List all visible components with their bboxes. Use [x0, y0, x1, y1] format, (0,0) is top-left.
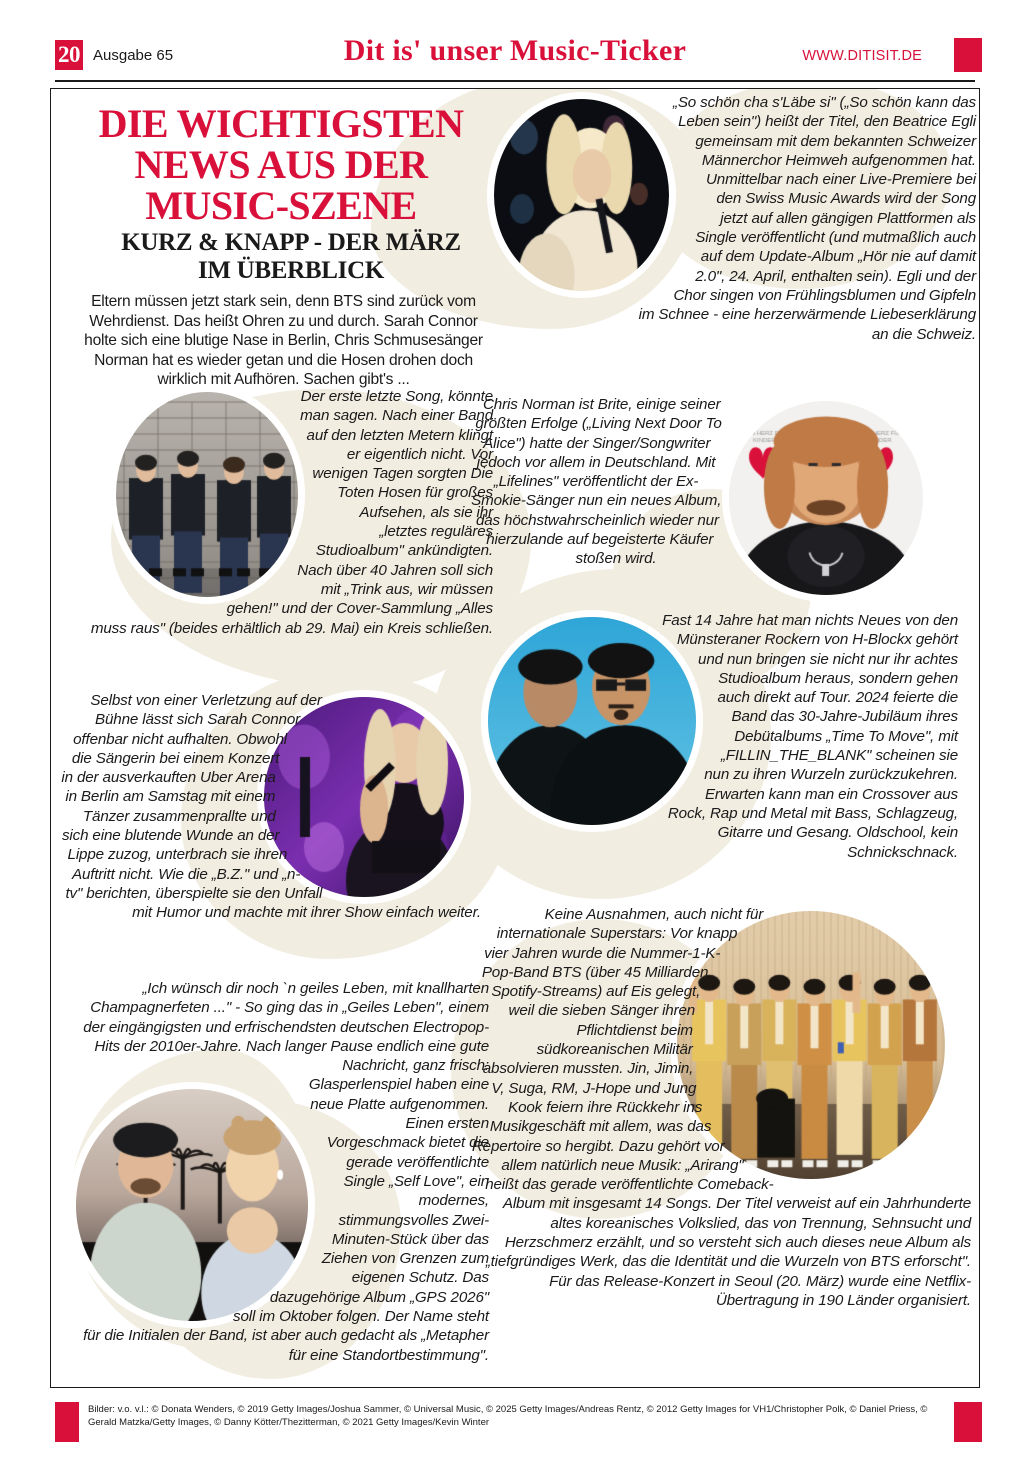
section-h-blockx: Fast 14 Jahre hat man nichts Neues von den Münsteraner Rockern von H-Blockx gehört und nun bringen sie nicht nur ihr achtes Studioalbum heraus, sondern gehen auch direkt auf Tour. 2024 feierte die Band das 30-Jahre-Jubiläum ihres Debütalbums „Time To Move", mit „FILLIN_THE_BLANK" scheinen sie nun zu ihren Wurzeln zurückzukehren. Erwarten kann man ein Crossover aus Rock, Rap und Metal mit Bass, Schlagzeug, Gitarre und Gesang. Oldschool, kein Schnickschnack.: [662, 612, 958, 861]
header-accent-block: [954, 38, 982, 72]
article-frame: [50, 88, 980, 1388]
article-subheadline: KURZ & KNAPP - DER MÄRZ IM ÜBERBLICK: [121, 229, 461, 284]
footer-accent-block-right: [954, 1402, 982, 1442]
section-glasperlenspiel: „Ich wünsch dir noch `n geiles Leben, mit knallharten Champagnerfeten ..." - So ging das in „Geiles Leben", einem der eingängigsten und erfrischendsten deutschen Electropop-Hits der 2010er-Jahre. Nach langer Pause endlich eine gute Nachricht, ganz frisch: Glasperlenspiel haben eine neue Platte aufgenommen. Einen ersten Vorgeschmack bietet die gerade veröffentlichte Single „Self Love", ein modernes, stimmungsvolles Zwei-Minuten-Stück über das Ziehen von Grenzen zum eigenen Schutz. Das dazugehörige Album „GPS 2026" soll im Oktober folgen. Der Name steht für die Initialen der Band, ist aber auch gedacht als „Metapher für eine Standortbestimmung".: [83, 980, 489, 1364]
page-number: 20: [55, 40, 83, 70]
article-headline: DIE WICHTIGSTEN NEWS AUS DER MUSIC-SZENE: [98, 101, 464, 228]
section-chris-norman: Chris Norman ist Brite, einige seiner größten Erfolge („Living Next Door To Alice") hatte der Singer/Songwriter jedoch vor allem in Deutschland. Mit „Lifelines" veröffentlicht der Ex-Smokie-Sänger nun ein neues Album, das höchstwahrscheinlich wieder nur hierzulande auf begeisterte Käufer stoßen wird.: [471, 396, 722, 568]
article-lede: Eltern müssen jetzt stark sein, denn BTS sind zurück vom Wehrdienst. Das heißt Ohren zu und durch. Sarah Connor holte sich eine blutige Nase in Berlin, Chris Schmusesänger Norman hat es wieder getan und die Hosen drohen doch wirklich mit Aufhören. Sachen gibt's ...: [84, 293, 483, 388]
section-die-toten-hosen: Der erste letzte Song, könnte man sagen. Nach einer Band auf den letzten Metern klingt er eigentlich nicht. Vor wenigen Tagen sorgten Die Toten Hosen für großes Aufsehen, als sie ihr „letztes reguläres Studioalbum" ankündigten. Nach über 40 Jahren soll sich mit „Trink aus, wir müssen gehen!" und der Cover-Sammlung „Alles muss raus" (beides erhältlich ab 29. Mai) ein Kreis schließen.: [90, 388, 493, 637]
issue-label: Ausgabe 65: [93, 47, 174, 64]
header-divider: [55, 80, 975, 82]
masthead-title: Dit is' unser Music-Ticker: [343, 34, 687, 67]
website-url[interactable]: WWW.DITISIT.DE: [802, 48, 922, 64]
page-header: [0, 0, 1030, 82]
footer-accent-block-left: [55, 1402, 79, 1442]
section-bts: Keine Ausnahmen, auch nicht für internationale Superstars: Vor knapp vier Jahren wurde die Nummer-1-K-Pop-Band BTS (über 45 Milliarden Spotify-Streams) auf Eis gelegt, weil die sieben Sänger ihren Pflichtdienst beim südkoreanischen Militär absolvieren mussten. Jin, Jimin, V, Suga, RM, J-Hope und Jung Kook feiern ihre Rückkehr ins Musikgeschäft mit allem, was das Repertoire so hergibt. Dazu gehört vor allem natürlich neue Musik: „Arirang" heißt das gerade veröffentlichte Comeback-Album mit insgesamt 14 Songs. Der Titel verweist auf ein Jahrhunderte altes koreanisches Volkslied, das von Trennung, Sehnsucht und Herzschmerz erzählt, und so versteht sich auch dieses neue Album als „tiefgründiges Werk, das die Identität und die Wurzeln von BTS erforscht". Für das Release-Konzert in Seoul (20. März) wurde eine Netflix-Übertragung in 190 Länder organisiert.: [471, 906, 971, 1309]
section-sarah-connor: Selbst von einer Verletzung auf der Bühne lässt sich Sarah Connor offenbar nicht aufhalten. Obwohl die Sängerin bei einem Konzert in der ausverkauften Uber Arena in Berlin am Samstag mit einem Tänzer zusammenprallte und sich eine blutende Wunde an der Lippe zuzog, unterbrach sie ihren Auftritt nicht. Wie die „B.Z." und „n-tv" berichten, überspielte sie den Unfall mit Humor und machte mit ihrer Show einfach weiter.: [61, 692, 481, 922]
photo-credits-footer: [0, 1400, 1030, 1460]
section-beatrice-egli: „So schön cha s'Läbe si" („So schön kann das Leben sein") heißt der Titel, den Beatrice Egli gemeinsam mit dem bekannten Schweizer Männerchor Heimweh aufgenommen hat. Unmittelbar nach einer Live-Premiere bei den Swiss Music Awards wird der Song jetzt auf allen gängigen Plattformen als Single veröffentlicht (und mutmaßlich auch auf dem Update-Album „Hör nie auf damit 2.0", 24. April, enthalten sein). Egli und der Chor singen von Frühlingsblumen und Gipfeln im Schnee - eine herzerwärmende Liebeserklärung an die Schweiz.: [638, 94, 976, 343]
photo-credits-text: Bilder: v.o. v.l.: © Donata Wenders, © 2019 Getty Images/Joshua Sammer, © Universal Music, © 2025 Getty Images/Andreas Rentz, © 2012 Getty Images for VH1/Christopher Polk, © Daniel Priess, © Gerald Matzka/Getty Images, © Danny Kötter/Thezitterman, © 2021 Getty Images/Kevin Winter: [88, 1404, 928, 1428]
